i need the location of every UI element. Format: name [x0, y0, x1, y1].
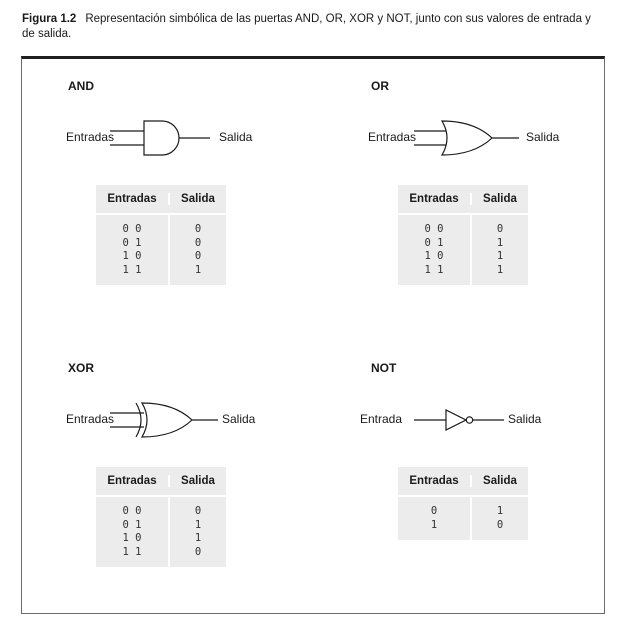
table-cell: 1 0: [424, 250, 444, 262]
and-truth-table: [96, 185, 226, 285]
table-cell: 0: [496, 223, 504, 235]
and-header-output: Salida: [168, 193, 226, 205]
table-cell: 1: [496, 250, 504, 262]
table-cell: 0: [194, 505, 202, 517]
table-cell: 0 1: [424, 236, 444, 249]
table-cell: 1: [194, 532, 202, 544]
not-output-label: Salida: [508, 412, 542, 426]
and-header-inputs: Entradas: [107, 193, 157, 205]
table-cell: 1 1: [122, 545, 142, 558]
or-header-output: Salida: [470, 193, 528, 205]
not-header-inputs: Entradas: [409, 475, 459, 487]
table-cell: 1: [496, 505, 504, 517]
table-cell: 0 0: [424, 223, 444, 235]
or-output-label: Salida: [526, 130, 560, 144]
xor-input-label: Entradas: [66, 412, 115, 426]
table-cell: 1: [194, 518, 202, 531]
table-cell: 1 0: [122, 250, 142, 262]
table-cell: 0: [194, 545, 202, 558]
xor-output-label: Salida: [222, 412, 256, 426]
or-header-inputs: Entradas: [409, 193, 459, 205]
xor-gate-symbol: [110, 399, 230, 443]
table-cell: 0: [430, 505, 438, 517]
table-cell: 1 1: [424, 263, 444, 276]
table-cell: 1: [496, 236, 504, 249]
table-cell: 0 1: [122, 236, 142, 249]
and-gate-symbol: [110, 117, 220, 161]
table-cell: 1: [194, 263, 202, 276]
or-input-label: Entradas: [368, 130, 417, 144]
table-cell: 0 1: [122, 518, 142, 531]
figure-caption-text: Representación simbólica de las puertas AND, OR, XOR y NOT, junto con sus valores de entrada y de salida.: [22, 13, 591, 40]
figure-label: Figura 1.2: [22, 13, 77, 25]
table-cell: 0: [194, 250, 202, 262]
or-gate-symbol: [414, 117, 534, 161]
table-cell: 1 1: [122, 263, 142, 276]
or-truth-table: [398, 185, 528, 285]
figure-caption: [22, 12, 602, 42]
xor-header-inputs: Entradas: [107, 475, 157, 487]
and-gate-title: AND: [68, 79, 94, 93]
not-header-output: Salida: [470, 475, 528, 487]
table-cell: 0: [496, 518, 504, 531]
table-cell: 0 0: [122, 223, 142, 235]
table-cell: 1: [496, 263, 504, 276]
table-cell: 0: [194, 223, 202, 235]
not-gate-title: NOT: [371, 361, 397, 375]
or-gate-title: OR: [371, 79, 389, 93]
xor-header-output: Salida: [168, 475, 226, 487]
figure-frame: [21, 56, 605, 614]
table-cell: 1: [430, 518, 438, 531]
and-output-label: Salida: [219, 130, 253, 144]
table-cell: 0: [194, 236, 202, 249]
not-gate-symbol: [414, 404, 514, 438]
not-input-label: Entrada: [360, 412, 403, 426]
not-truth-table: [398, 467, 528, 540]
xor-truth-table: [96, 467, 226, 567]
xor-gate-title: XOR: [68, 361, 95, 375]
and-truth-header: [96, 185, 226, 215]
table-cell: 1 0: [122, 532, 142, 544]
and-input-label: Entradas: [66, 130, 115, 144]
table-cell: 0 0: [122, 505, 142, 517]
